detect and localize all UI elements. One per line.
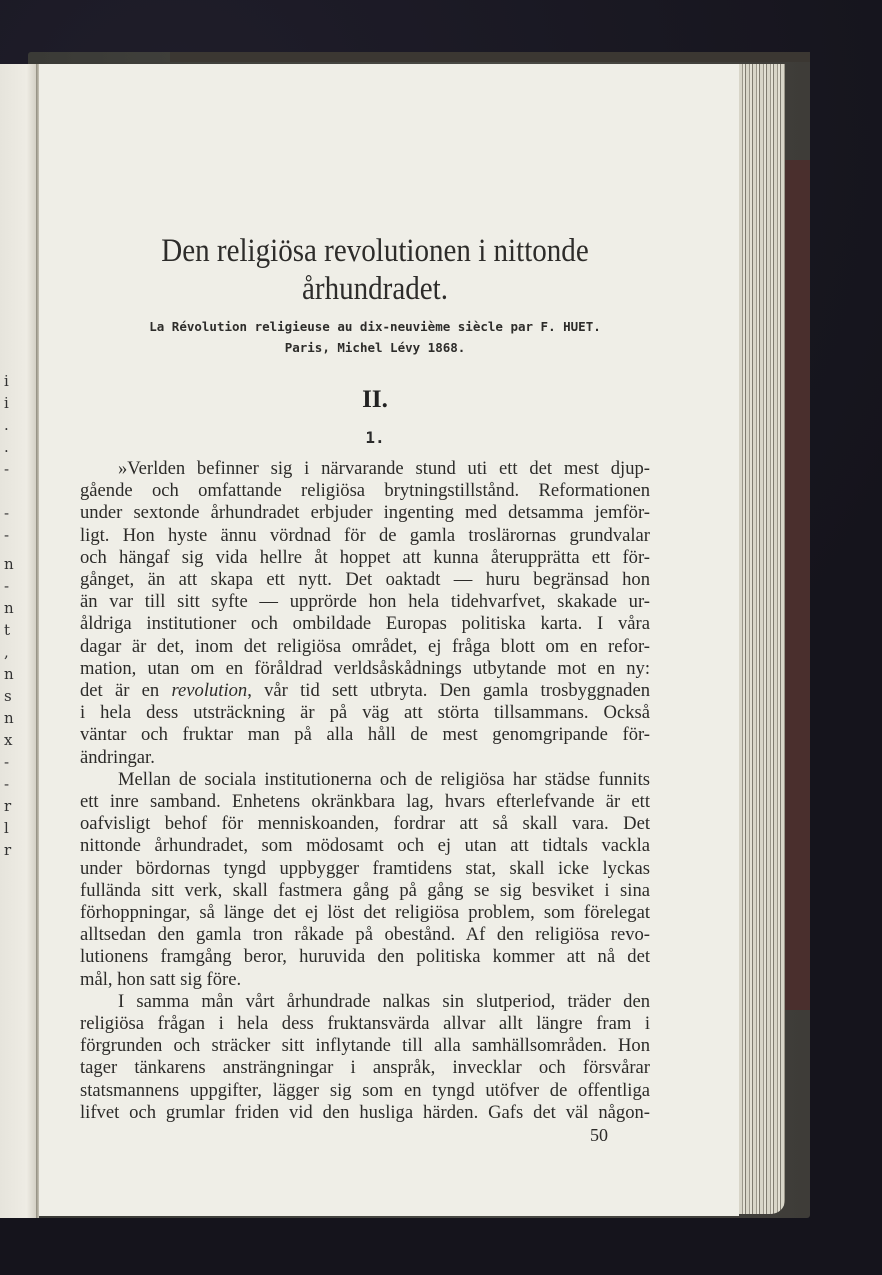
left-page-text-fragment: r bbox=[4, 797, 12, 815]
text-line: »Verlden befinner sig i närvarande stund uti ett det mest djup- bbox=[118, 458, 650, 479]
text-line: alltsedan den gamla tron råkade på obestånd. Af den religiösa revo- bbox=[80, 924, 650, 946]
paragraph bbox=[80, 769, 650, 991]
text-line: mål, hon satt sig före. bbox=[80, 968, 242, 990]
left-page-text-fragment: - bbox=[4, 526, 10, 544]
body-text bbox=[80, 458, 650, 1124]
text-line: religiösa frågan i hela dess fruktansvärda allvar allt längre fram i bbox=[80, 1013, 650, 1035]
left-page-text-fragment: n bbox=[4, 599, 14, 617]
section-heading: II. bbox=[362, 386, 388, 413]
left-page-text-fragment: - bbox=[4, 753, 10, 771]
text-line: Mellan de sociala institutionerna och de religiösa har städse funnits bbox=[118, 768, 650, 790]
left-page-text-fragment: n bbox=[4, 709, 14, 727]
left-page-text-fragment: n bbox=[4, 665, 14, 683]
left-page-text-fragment: r bbox=[4, 841, 12, 859]
subtitle-line-1: La Révolution religieuse au dix-neuvième siècle par F. HUET. bbox=[149, 319, 601, 334]
left-page-text-fragment: t bbox=[4, 621, 11, 639]
paragraph bbox=[80, 991, 650, 1124]
text-line: ligt. Hon hyste ännu vördnad för de gamla troslärornas grundvalar bbox=[80, 524, 650, 546]
text-line: och hängaf sig vida hellre åt hoppet att kunna återupprätta ett för- bbox=[80, 546, 650, 568]
text-line: fullända sitt verk, skall fastmera gång på gång se sig besviket i sina bbox=[80, 879, 650, 901]
text-line: mation, utan om en föråldrad verldsåskådnings utbytande mot en ny: bbox=[80, 657, 650, 679]
text-line: gånget, än att skapa ett nytt. Det oaktadt — huru begränsad hon bbox=[80, 569, 650, 591]
left-page-text-fragment: l bbox=[4, 819, 9, 837]
text-line: förhoppningar, så länge det ej löst det religiösa problem, som förelegat bbox=[80, 902, 650, 924]
subtitle-line-2: Paris, Michel Lévy 1868. bbox=[284, 340, 466, 355]
text-line: I samma mån vårt århundrade nalkas sin slutperiod, träder den bbox=[118, 990, 650, 1012]
text-line: i hela dess utsträckning är på väg att störta tillsammans. Också bbox=[80, 702, 650, 724]
text-line: lutionens framgång beror, huruvida den politiska kommer att nå det bbox=[80, 946, 650, 968]
text-line: dagar är det, inom det religiösa området, ej fråga blott om en refor- bbox=[80, 635, 650, 657]
text-line: gående och omfattande religiösa brytningstillstånd. Reformationen bbox=[80, 480, 650, 502]
text-line: väntar och fruktar man på alla håll de mest genomgripande för- bbox=[80, 724, 650, 746]
text-line: åldriga institutioner och ombildade Europas politiska karta. I våra bbox=[80, 613, 650, 635]
text-line: tager tänkarens ansträngningar i anspråk, invecklar och försvårar bbox=[80, 1057, 650, 1079]
page-number: 50 bbox=[590, 1125, 608, 1145]
page-edges bbox=[739, 64, 785, 1214]
text-line: under bördornas tyngd uppbygger framtidens stat, skall icke lyckas bbox=[80, 857, 650, 879]
left-page-text-fragment: - bbox=[4, 504, 10, 522]
left-page-text-fragment: - bbox=[4, 775, 10, 793]
text-line: statsmannens uppgifter, lägger sig som en tyngd utöfver de offentliga bbox=[80, 1079, 650, 1101]
left-page-text-fragment: i bbox=[4, 372, 9, 390]
left-page-text-fragment: s bbox=[4, 687, 12, 705]
subsection-heading: 1. bbox=[365, 428, 385, 447]
left-page-text-fragment: . bbox=[4, 438, 9, 456]
text-line: under sextonde århundradet erbjuder ingenting med detsamma jemför- bbox=[80, 502, 650, 524]
left-page-text-fragment: - bbox=[4, 577, 10, 595]
left-page-text-fragment: - bbox=[4, 460, 10, 478]
article-title bbox=[129, 232, 622, 308]
left-page-text-fragment: . bbox=[4, 416, 9, 434]
text-line: oafvisligt behof för menniskoanden, fordrar att så skall vara. Det bbox=[80, 813, 650, 835]
article-subtitle bbox=[70, 316, 680, 358]
italic-word: revolution bbox=[171, 680, 248, 702]
book-cover-top bbox=[170, 52, 810, 62]
text-line: lifvet och grumlar friden vid den husliga härden. Gafs det väl någon- bbox=[80, 1101, 650, 1123]
paragraph bbox=[80, 458, 650, 769]
left-page-text-fragment: n bbox=[4, 555, 14, 573]
left-page-text-fragment: i bbox=[4, 394, 9, 412]
left-page bbox=[0, 64, 38, 1218]
text-line: nittonde århundradet, som mödosamt och ej utan att tidtals vackla bbox=[80, 835, 650, 857]
text-line: ändringar. bbox=[80, 746, 155, 768]
text-line: det är en revolution, vår tid sett utbryta. Den gamla trosbyggnaden bbox=[80, 680, 651, 702]
title-line-1: Den religiösa revolutionen i nittonde bbox=[161, 233, 589, 269]
book-spine-leather bbox=[782, 160, 810, 1010]
left-page-text-fragment: x bbox=[4, 731, 13, 749]
text-line: ett inre samband. Enhetens okränkbara lag, hvars efterlefvande är ett bbox=[80, 791, 650, 813]
text-line: än var till sitt syfte — upprörde hon hela tidehvarfvet, skakade ur- bbox=[80, 591, 650, 613]
text-line: förgrunden och sträcker sitt inflytande till alla samhällsområden. Hon bbox=[80, 1035, 650, 1057]
left-page-text-fragment: , bbox=[4, 643, 9, 661]
title-line-2: århundradet. bbox=[302, 271, 448, 307]
